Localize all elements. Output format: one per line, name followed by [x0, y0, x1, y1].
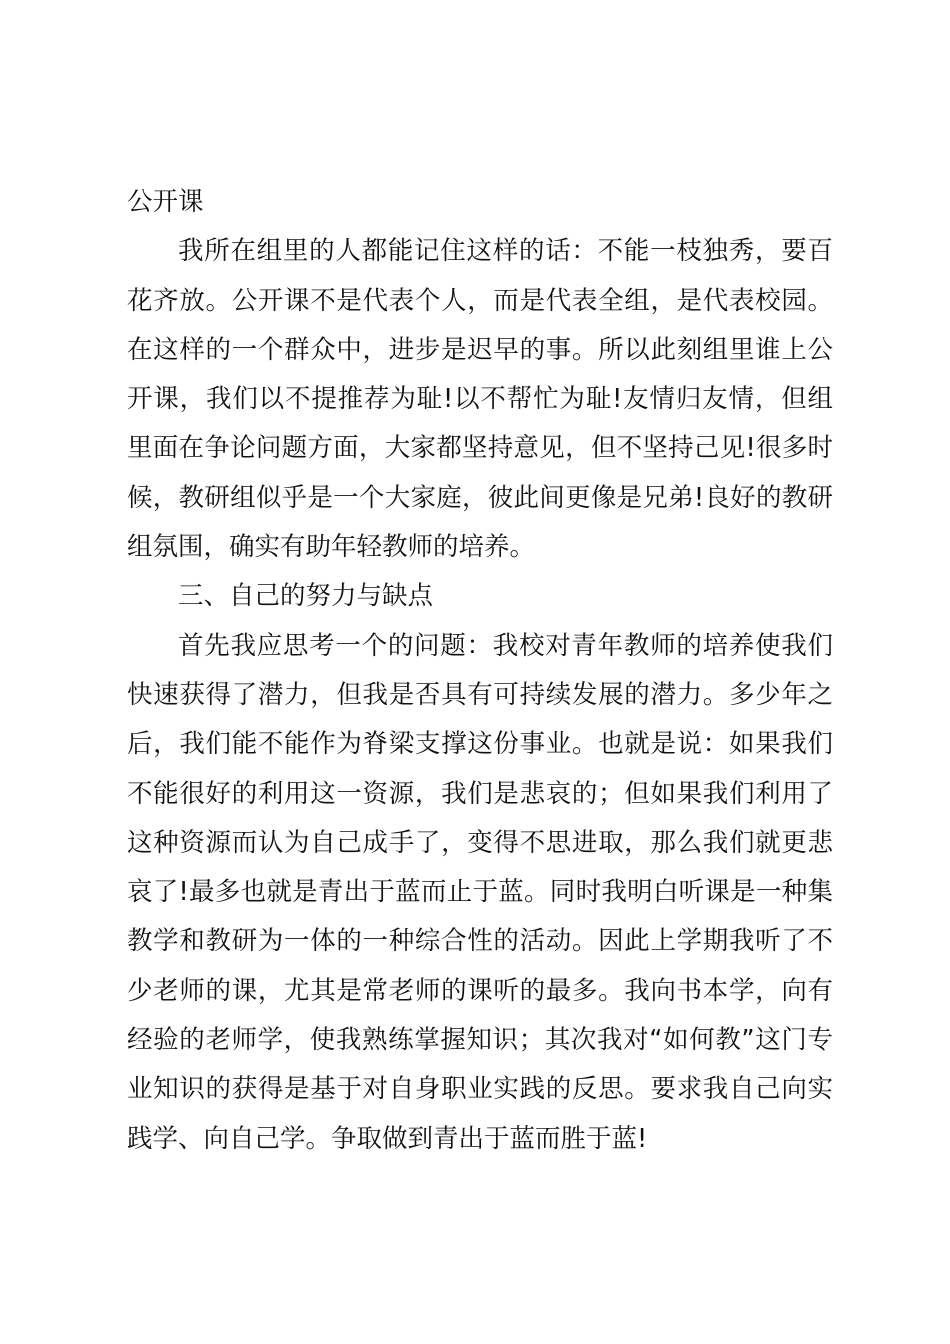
- document-body: [127, 178, 833, 1164]
- paragraph-self-reflection: 首先我应思考一个的问题：我校对青年教师的培养使我们快速获得了潜力，但我是否具有可持续发展的潜力。多少年之后，我们能不能作为脊梁支撑这份事业。也就是说：如果我们不能很好的利用这一资源，我们是悲哀的；但如果我们利用了这种资源而认为自己成手了，变得不思进取，那么我们就更悲哀了!最多也就是青出于蓝而止于蓝。同时我明白听课是一种集教学和教研为一体的一种综合性的活动。因此上学期我听了不少老师的课，尤其是常老师的课听的最多。我向书本学，向有经验的老师学，使我熟练掌握知识；其次我对“如何教”这门专业知识的获得是基于对自身职业实践的反思。要求我自己向实践学、向自己学。争取做到青出于蓝而胜于蓝!: [127, 630, 833, 1154]
- paragraph-heading-open-class: 公开课: [127, 187, 204, 217]
- paragraph-team-culture: 我所在组里的人都能记住这样的话：不能一枝独秀，要百花齐放。公开课不是代表个人，而是代表全组，是代表校园。在这样的一个群众中，进步是迟早的事。所以此刻组里谁上公开课，我们以不提推荐为耻!以不帮忙为耻!友情归友情，但组里面在争论问题方面，大家都坚持意见，但不坚持己见!很多时候，教研组似乎是一个大家庭，彼此间更像是兄弟!良好的教研组氛围，确实有助年轻教师的培养。: [127, 236, 833, 563]
- section-heading-efforts-shortcomings: 三、自己的努力与缺点: [178, 581, 434, 612]
